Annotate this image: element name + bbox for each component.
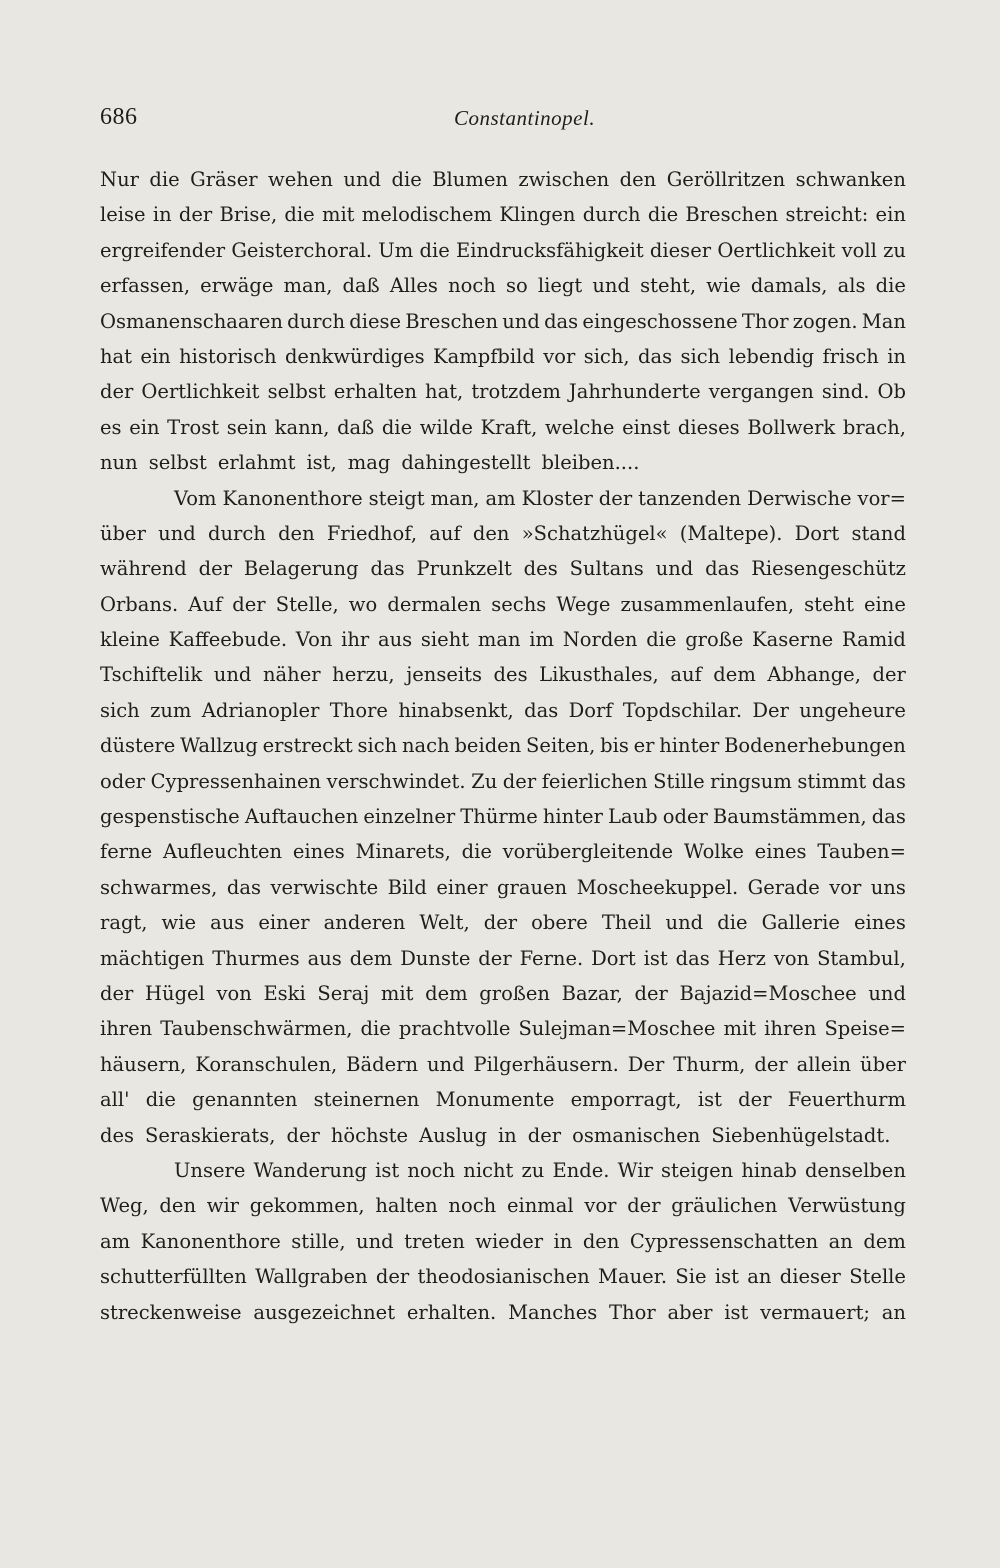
text-line: Nur die Gräser wehen und die Blumen zwischen den Geröllritzen schwanken	[100, 168, 906, 191]
text-line: Unsere Wanderung ist noch nicht zu Ende. Wir steigen hinab denselben	[174, 1158, 906, 1182]
text-line: Vom Kanonenthore steigt man, am Kloster der tanzenden Derwische vor=	[174, 486, 906, 510]
text-line: mächtigen Thurmes aus dem Dunste der Ferne. Dort ist das Herz von Stambul,	[100, 946, 906, 970]
text-line: leise in der Brise, die mit melodischem Klingen durch die Breschen streicht: ein	[100, 203, 906, 227]
text-line: Weg, den wir gekommen, halten noch einmal vor der gräulichen Verwüstung	[100, 1194, 906, 1218]
text-line: oder Cypressenhainen verschwindet. Zu der feierlichen Stille ringsum stimmt das	[100, 769, 906, 793]
running-title: Constantinopel.	[454, 106, 596, 130]
text-line: ergreifender Geisterchoral. Um die Eindrucksfähigkeit dieser Oertlichkeit voll zu	[100, 238, 906, 262]
text-line: ragt, wie aus einer anderen Welt, der obere Theil und die Gallerie eines	[100, 911, 906, 935]
text-line: schutterfüllten Wallgraben der theodosianischen Mauer. Sie ist an dieser Stelle	[100, 1265, 906, 1289]
text-line: der Oertlichkeit selbst erhalten hat, trotzdem Jahrhunderte vergangen sind. Ob	[100, 380, 906, 404]
text-line: der Hügel von Eski Seraj mit dem großen Bazar, der Bajazid=Moschee und	[100, 981, 906, 1005]
text-line: Orbans. Auf der Stelle, wo dermalen sechs Wege zusammenlaufen, steht eine	[100, 592, 906, 616]
text-line: hat ein historisch denkwürdiges Kampfbild vor sich, das sich lebendig frisch in	[100, 344, 906, 368]
text-line: streckenweise ausgezeichnet erhalten. Manches Thor aber ist vermauert; an	[100, 1300, 906, 1324]
paragraph	[100, 168, 906, 487]
body-text	[100, 168, 906, 1336]
text-line: schwarmes, das verwischte Bild einer grauen Moscheekuppel. Gerade vor uns	[100, 875, 906, 899]
text-line: gespenstische Auftauchen einzelner Thürme hinter Laub oder Baumstämmen, das	[100, 805, 906, 829]
text-line: erfassen, erwäge man, daß Alles noch so liegt und steht, wie damals, als die	[100, 274, 906, 298]
paragraph	[100, 487, 906, 1159]
text-line: es ein Trost sein kann, daß die wilde Kraft, welche einst dieses Bollwerk brach,	[100, 415, 906, 439]
text-line: ferne Aufleuchten eines Minarets, die vorübergleitende Wolke eines Tauben=	[100, 840, 906, 864]
text-line: sich zum Adrianopler Thore hinabsenkt, das Dorf Topdschilar. Der ungeheure	[100, 698, 906, 722]
text-line: während der Belagerung das Prunkzelt des Sultans und das Riesengeschütz	[100, 557, 906, 581]
text-line: ihren Taubenschwärmen, die prachtvolle Sulejman=Moschee mit ihren Speise=	[100, 1017, 906, 1041]
text-line: düstere Wallzug erstreckt sich nach beiden Seiten, bis er hinter Bodenerhebungen	[100, 734, 906, 758]
text-line: all' die genannten steinernen Monumente emporragt, ist der Feuerthurm	[100, 1088, 906, 1112]
text-line: häusern, Koranschulen, Bädern und Pilgerhäusern. Der Thurm, der allein über	[100, 1052, 906, 1076]
page-number: 686	[100, 104, 138, 130]
text-line: Tschiftelik und näher herzu, jenseits des Likusthales, auf dem Abhange, der	[100, 663, 906, 687]
text-line: nun selbst erlahmt ist, mag dahingestellt bleiben....	[100, 451, 640, 475]
text-line: kleine Kaffeebude. Von ihr aus sieht man im Norden die große Kaserne Ramid	[100, 628, 906, 652]
text-line: des Seraskierats, der höchste Auslug in der osmanischen Siebenhügelstadt.	[100, 1123, 891, 1147]
paragraph	[100, 1159, 906, 1336]
text-line: über und durch den Friedhof, auf den »Schatzhügel« (Maltepe). Dort stand	[100, 521, 906, 545]
page-header	[100, 100, 906, 134]
text-line: Osmanenschaaren durch diese Breschen und das eingeschossene Thor zogen. Man	[100, 309, 906, 333]
text-line: am Kanonenthore stille, und treten wieder in den Cypressenschatten an dem	[100, 1229, 906, 1253]
